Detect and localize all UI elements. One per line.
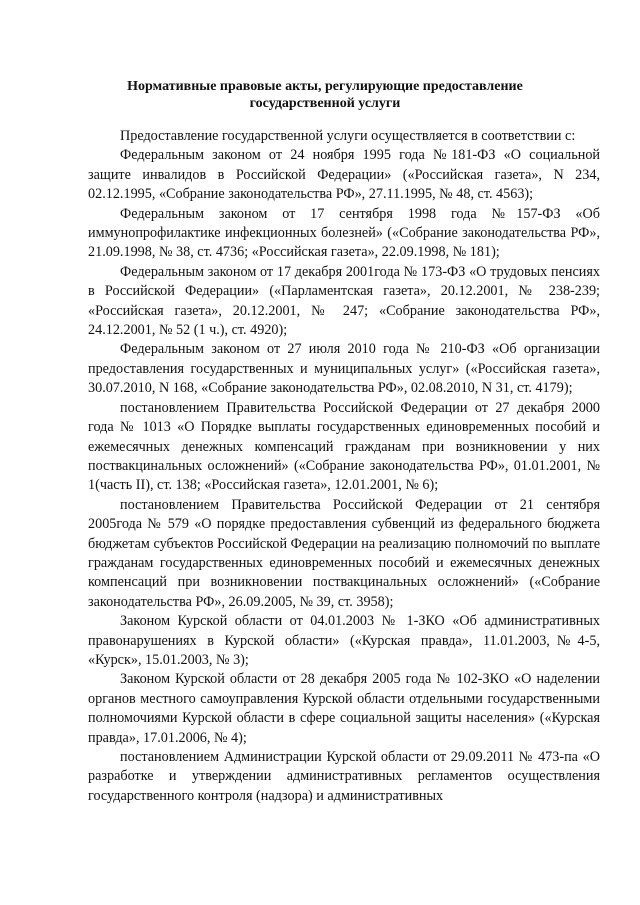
paragraph-kursk-law-1-zko: Законом Курской области от 04.01.2003 № 1-ЗКО «Об административных правонарушениях в Курской области» («Курская правда», 11.01.2003,№4-5, «Курск», 15.01.2003, № 3); xyxy=(88,613,600,668)
intro-paragraph: Предоставление государственной услуги осуществляется в соответствии с: xyxy=(120,128,576,144)
paragraph-federal-law-173: Федеральным законом от 17 декабря 2001года № 173-ФЗ «О трудовых пенсиях в Российской Федерации» («Парламентская газета», 20.12.2001, № 238-239; «Российская газета», 20.12.2001, № 247; «Собрание законодательства РФ», 24.12.2001, № 52 (1 ч.), ст. 4920); xyxy=(88,263,600,339)
document-title: Нормативные правовые акты, регулирующие предоставление государственной услуги xyxy=(127,79,523,111)
document-body xyxy=(88,127,600,806)
paragraph-kursk-decree-473-pa: постановлением Администрации Курской области от 29.09.2011 № 473-па «О разработке и утверждении административных регламентов осуществления государственного контроля (надзора) и административных xyxy=(88,749,600,804)
paragraph-federal-law-157: Федеральным законом от 17 сентября 1998 года №157-ФЗ «Об иммунопрофилактике инфекционных болезней» («Собрание законодательства РФ», 21.09.1998, № 38, ст. 4736; «Российская газета», 22.09.1998, № 181); xyxy=(88,205,600,261)
paragraph-government-decree-1013: постановлением Правительства Российской Федерации от 27 декабря 2000 года № 1013 «О Порядке выплаты государственных единовременных пособий и ежемесячных денежных компенсаций гражданам при возникновении у них поствакцинальных осложнений» («Собрание законодательства РФ», 01.01.2001, № 1(часть II), ст. 138; «Российская газета», 12.01.2001, № 6); xyxy=(88,399,600,494)
paragraph-federal-law-210: Федеральным законом от 27 июля 2010 года № 210-ФЗ «Об организации предоставления государственных и муниципальных услуг» («Российская газета», 30.07.2010, N 168, «Собрание законодательства РФ», 02.08.2010, N 31, ст. 4179); xyxy=(88,341,600,397)
paragraph-federal-law-181: Федеральным законом от 24 ноября 1995 года №181-ФЗ «О социальной защите инвалидов в Российской Федерации» («Российская газета», N 234, 02.12.1995, «Собрание законодательства РФ», 27.11.1995, № 48, ст. 4563); xyxy=(88,147,600,203)
paragraph-government-decree-579: постановлением Правительства Российской Федерации от 21 сентября 2005года № 579 «О порядке предоставления субвенций из федерального бюджета бюджетам субъектов Российской Федерации на реализацию полномочий по выплате гражданам государственных единовременных пособий и ежемесячных денежных компенсаций при возникновении поствакцинальных осложнений» («Собрание законодательства РФ», 26.09.2005, № 39, ст. 3958); xyxy=(88,496,600,610)
paragraph-kursk-law-102-zko: Законом Курской области от 28 декабря 2005 года № 102-ЗКО «О наделении органов местного самоуправления Курской области отдельными государственными полномочиями Курской области в сфере социальной защиты населения» («Курская правда», 17.01.2006, № 4); xyxy=(88,671,600,746)
